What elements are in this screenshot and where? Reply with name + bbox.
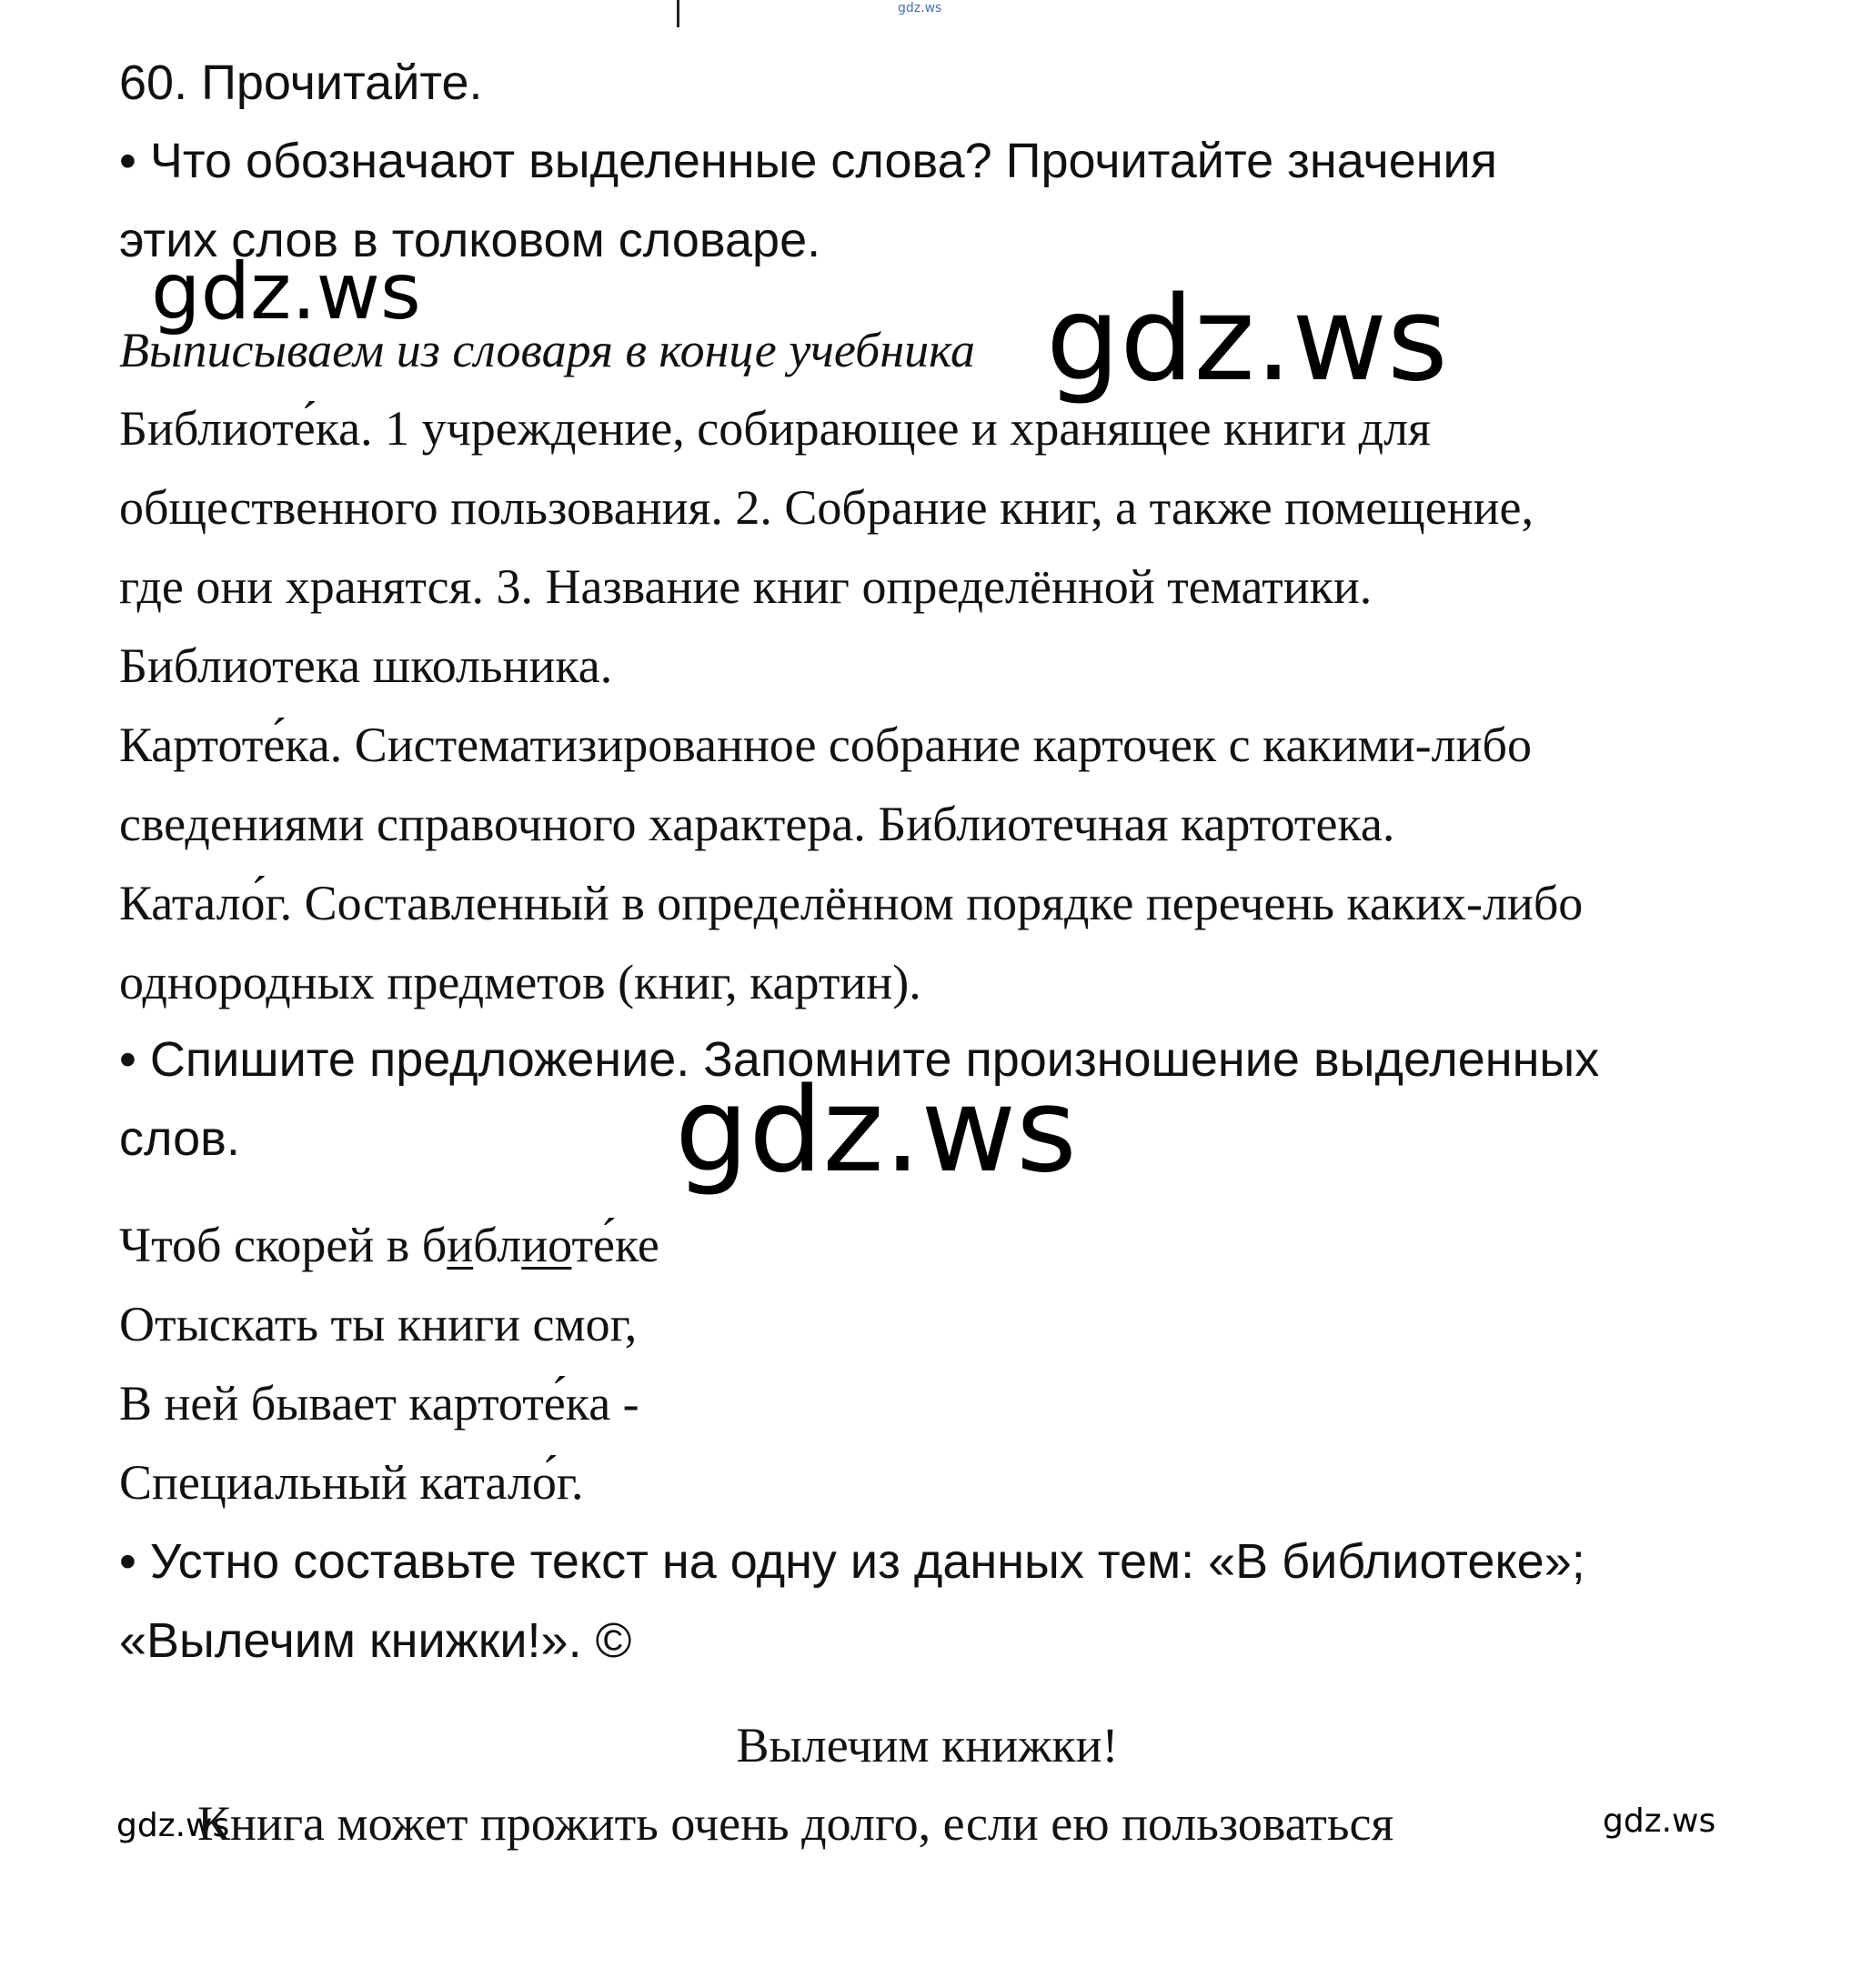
definition-line-2: общественного пользования. 2. Собрание книг, а также помещение, <box>119 480 1534 535</box>
poem-line-3: В ней бывает картоте́ка - <box>119 1376 639 1431</box>
poem-line-4: Специальный катало́г. <box>119 1455 584 1510</box>
definition-line-6: сведениями справочного характера. Библиотечная картотека. <box>119 797 1395 851</box>
exercise-number-title: 60. Прочитайте. <box>119 55 483 110</box>
poem-line-2: Отыскать ты книги смог, <box>119 1297 638 1351</box>
task1-line2: этих слов в толковом словаре. <box>119 213 821 267</box>
watermark-top-tiny: gdz.ws <box>898 1 942 15</box>
watermark-bottom-left: gdz.ws <box>116 1807 230 1844</box>
watermark-3: gdz.ws <box>675 1063 1077 1199</box>
definition-line-1: Библиоте́ка. 1 учреждение, собирающее и хранящее книги для <box>119 401 1431 456</box>
essay-line-1: Книга может прожить очень долго, если ею пользоваться <box>197 1796 1394 1851</box>
top-cropped-glyph <box>677 0 679 27</box>
poem-line-1: Чтоб скорей в библиоте́ке <box>119 1218 659 1272</box>
definition-line-5: Картоте́ка. Систематизированное собрание карточек с какими-либо <box>119 718 1532 772</box>
dictionary-note: Выписываем из словаря в конце учебника <box>119 323 976 377</box>
task3-line1: • Устно составьте текст на одну из данных тем: «В библиотеке»; <box>119 1534 1585 1589</box>
task2-line1: • Спишите предложение. Запомните произношение выделенных <box>119 1032 1600 1087</box>
definition-line-8: однородных предметов (книг, картин). <box>119 955 921 1009</box>
watermark-1: gdz.ws <box>151 246 421 337</box>
definition-line-7: Катало́г. Составленный в определённом порядке перечень каких-либо <box>119 876 1584 930</box>
underlined-letters: ио <box>521 1218 572 1272</box>
task2-line2: слов. <box>119 1111 240 1166</box>
watermark-2: gdz.ws <box>1046 272 1448 407</box>
underlined-letter: и <box>447 1218 474 1272</box>
task3-line2: «Вылечим книжки!». © <box>119 1613 632 1668</box>
watermark-bottom-right: gdz.ws <box>1603 1802 1716 1840</box>
task1-line1: • Что обозначают выделенные слова? Прочитайте значения <box>119 134 1497 188</box>
definition-line-3: где они хранятся. 3. Название книг определённой тематики. <box>119 559 1373 614</box>
definition-line-4: Библиотека школьника. <box>119 638 613 693</box>
essay-title: Вылечим книжки! <box>736 1718 1119 1772</box>
